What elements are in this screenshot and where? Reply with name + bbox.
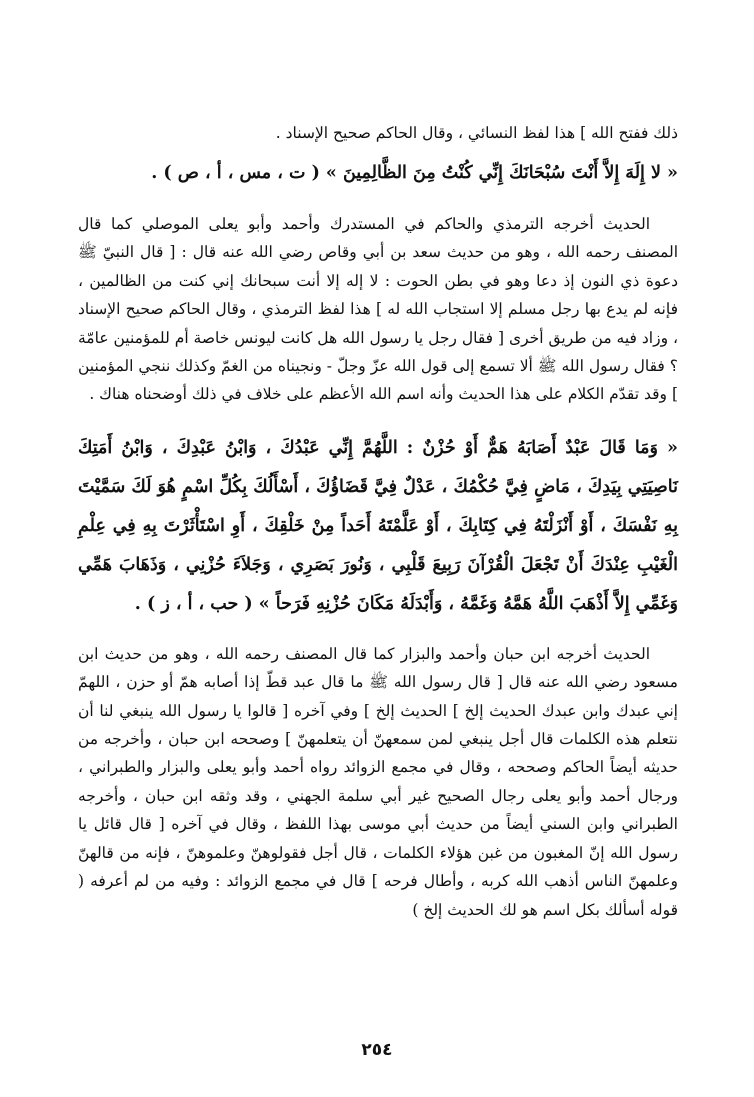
hadith-quote-2: « وَمَا قَالَ عَبْدٌ أَصَابَهُ هَمٌّ أَوْ حُزْنٌ : اللَّهُمَّ إِنِّي عَبْدُكَ ، وَابْنُ عَبْدِكَ ، وَابْنُ أَمَتِكَ نَاصِيَتِي بِيَدِكَ ، مَاضٍ فِيَّ حُكْمُكَ ، عَدْلٌ فِيَّ قَضَاؤُكَ ، أَسْأَلُكَ بِكُلِّ اسْمٍ هُوَ لَكَ سَمَّيْتَ بِهِ نَفْسَكَ ، أَوْ أَنْزَلْتَهُ فِي كِتَابِكَ ، أَوْ عَلَّمْتَهُ أَحَداً مِنْ خَلْقِكَ ، أَوِ اسْتَأْثَرْتَ بِهِ فِي عِلْمِ الْغَيْبِ عِنْدَكَ أَنْ تَجْعَلَ الْقُرْآنَ رَبِيعَ قَلْبِي ، وَنُورَ بَصَرِي ، وَجَلاَءَ حُزْنِي ، وَذَهَابَ هَمِّي وَغَمِّي إِلاَّ أَذْهَبَ اللَّهُ هَمَّهُ وَغَمَّهُ ، وَأَبْدَلَهُ مَكَانَ حُزْنِهِ فَرَحاً » ( حب ، أ ، ز ) . [78,437,678,614]
hadith-quote-1: « لا إِلَهَ إِلاَّ أَنْتَ سُبْحَانَكَ إِنِّي كُنْتُ مِنَ الظَّالِمِينَ » ( ت ، مس ، أ ، ص ) . [151,163,678,183]
quote-block-2 [78,429,678,624]
commentary-paragraph-1: الحديث أخرجه الترمذي والحاكم في المستدرك وأحمد وأبو يعلى الموصلي كما قال المصنف رحمه الله ، وهو من حديث سعد بن أبي وقاص رضي الله عنه قال : [ قال النبيّ ﷺ دعوة ذي النون إذ دعا وهو في بطن الحوت : لا إله إلا أنت سبحانك إني كنت من الظالمين ، فإنه لم يدع بها رجل مسلم إلا استجاب الله له ] هذا لفظ الترمذي ، وقال الحاكم صحيح الإسناد ، وزاد فيه من طريق أخرى [ فقال رجل يا رسول الله هل كانت ليونس خاصة أم للمؤمنين عامّة ؟ فقال رسول الله ﷺ ألا تسمع إلى قول الله عزّ وجلّ - ونجيناه من الغمّ وكذلك ننجي المؤمنين ] وقد تقدّم الكلام على هذا الحديث وأنه اسم الله الأعظم على خلاف في ذلك أوضحناه هناك . [78,215,678,404]
page-number: ٢٥٤ [361,1040,393,1060]
document-page [78,118,678,924]
quote-block-1 [78,154,678,192]
opening-line: ذلك ففتح الله ] هذا لفظ النسائي ، وقال الحاكم صحيح الإسناد . [275,124,678,142]
commentary-paragraph-2: الحديث أخرجه ابن حبان وأحمد والبزار كما قال المصنف رحمه الله ، وهو من حديث ابن مسعود رضي الله عنه قال [ قال رسول الله ﷺ ما قال عبد قطّ إذا أصابه همّ أو حزن ، اللهمّ إني عبدك وابن عبدك الحديث إلخ ] الحديث إلخ ] وفي آخره [ قالوا يا رسول الله ينبغي لنا أن نتعلم هذه الكلمات قال أجل ينبغي لمن سمعهنّ أن يتعلمهنّ ] وصححه ابن حبان ، وأخرجه من حديثه أيضاً الحاكم وصححه ، وقال في مجمع الزوائد رواه أحمد وأبو يعلى والبزار والطبراني ، ورجال أحمد وأبو يعلى رجال الصحيح غير أبي سلمة الجهني ، وقد وثقه ابن حبان ، وأخرجه الطبراني وابن السني أيضاً من حديث أبي موسى بهذا اللفظ ، وقال في آخره [ قال قائل يا رسول الله إنّ المغبون من غبن هؤلاء الكلمات ، قال أجل فقولوهنّ وعلموهنّ ، فإنه من قالهنّ وعلمهنّ الناس أذهب الله كربه ، وأطال فرحه ] قال في مجمع الزوائد : وفيه من لم أعرفه ( قوله أسألك بكل اسم هو لك الحديث إلخ ) [78,644,678,919]
